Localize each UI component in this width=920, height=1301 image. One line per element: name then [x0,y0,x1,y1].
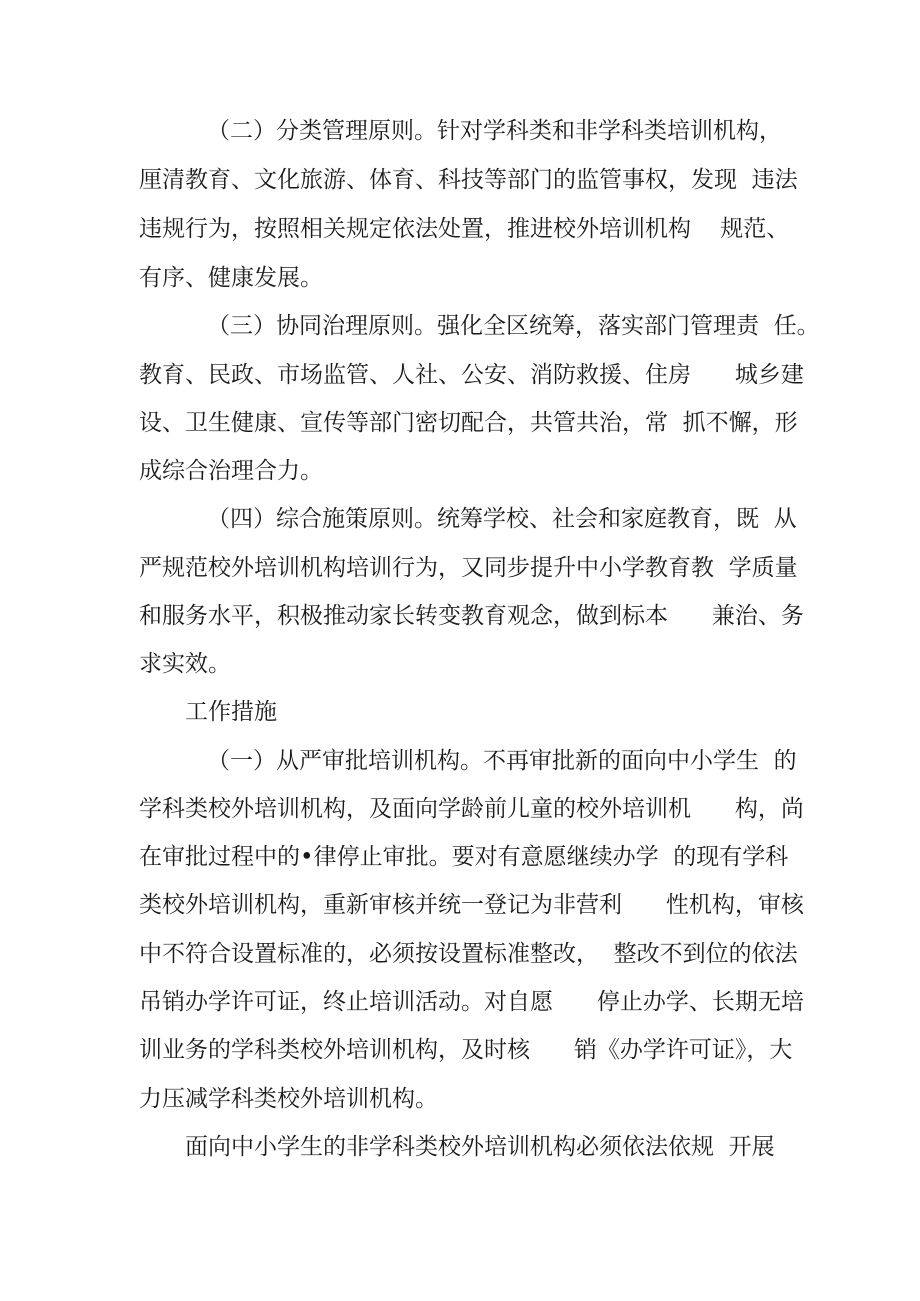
measure-1-line-3: 在审批过程中的•律停止审批。要对有意愿继续办学 的现有学科 [139,844,789,870]
para-3-line-3: 设、卫生健康、宣传等部门密切配合，共管共治，常 抓不懈，形 [139,410,798,436]
measure-1-line-1: （一）从严审批培训机构。不再审批新的面向中小学生 的 [207,748,797,774]
para-4-line-4: 求实效。 [139,651,231,677]
para-4-line-1: （四）综合施策原则。统筹学校、社会和家庭教育，既 从 [207,506,797,532]
para-2-line-1: （二）分类管理原则。针对学科类和非学科类培训机构， [207,118,782,144]
measure-1-line-8: 力压减学科类校外培训机构。 [139,1086,438,1112]
measure-1-line-2: 学科类校外培训机构，及面向学龄前儿童的校外培训机 构，尚 [139,796,804,822]
measure-1-line-4: 类校外培训机构，重新审核并统一登记为非营利 性机构，审核 [139,892,804,918]
para-3-line-2: 教育、民政、市场监管、人社、公安、消防救援、住房 城乡建 [139,362,804,388]
para-2-line-2: 厘清教育、文化旅游、体育、科技等部门的监管事权，发现 违法 [139,167,798,193]
measure-1-line-5: 中不符合设置标准的，必须按设置标准整改， 整改不到位的依法 [139,941,798,967]
section-heading: 工作措施 [185,699,277,725]
measure-1-line-7: 训业务的学科类校外培训机构，及时核 销《办学许可证》，大 [139,1037,793,1063]
para-2-line-3: 违规行为，按照相关规定依法处置，推进校外培训机构 规范、 [139,216,790,242]
para-3-line-4: 成综合治理合力。 [139,458,323,484]
para-2-line-4: 有序、健康发展。 [139,265,323,291]
para-4-line-3: 和服务水平，积极推动家长转变教育观念，做到标本 兼治、务 [139,603,804,629]
para-3-line-1: （三）协同治理原则。强化全区统筹，落实部门管理责 任。 [207,313,820,339]
para-4-line-2: 严规范校外培训机构培训行为，又同步提升中小学教育教 学质量 [139,555,798,581]
measure-1-line-6: 吊销办学许可证，终止培训活动。对自愿 停止办学、长期无培 [139,989,804,1015]
para-last-line-1: 面向中小学生的非学科类校外培训机构必须依法依规 开展 [185,1134,775,1160]
